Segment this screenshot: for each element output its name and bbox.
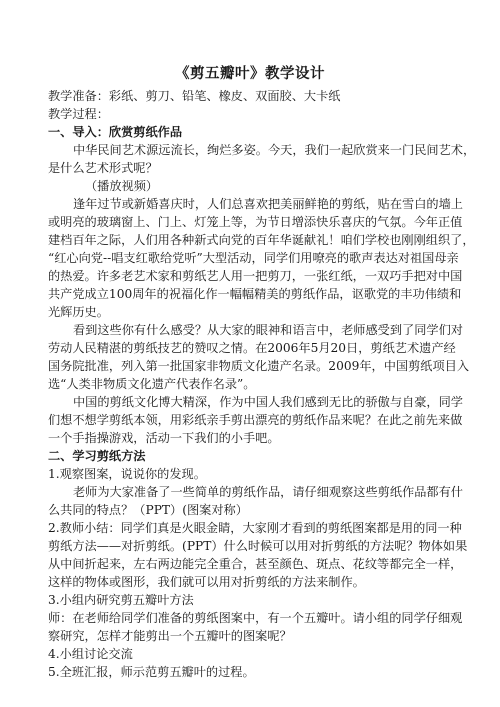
text-line: 们想不想学剪纸本领，用彩纸亲手剪出漂亮的剪纸作品来呢？在此之前先来做 — [48, 413, 463, 427]
text-line: 4.小组讨论交流 — [48, 647, 133, 661]
text-line: 一个手指操游戏，活动一下我们的小手吧。 — [48, 431, 280, 445]
text-line: 逢年过节或新婚喜庆时，人们总喜欢把美丽鲜艳的剪纸，贴在雪白的墙上 — [73, 197, 463, 211]
text-line: （播放视频） — [85, 179, 159, 193]
text-line: 剪纸方法——对折剪纸。(PPT）什么时候可以用对折剪纸的方法呢？物体如果 — [48, 539, 468, 553]
text-line: 么共同的特点？（PPT）(图案对称） — [48, 503, 248, 517]
section-heading: 二、学习剪纸方法 — [48, 449, 146, 463]
section-heading: 一、导入：欣赏剪纸作品 — [48, 125, 183, 139]
text-line: “红心向党--唱支红歌给党听”大型活动，同学们用嘹亮的歌声表达对祖国母亲 — [48, 251, 459, 265]
text-line: 国务院批准，列入第一批国家非物质文化遗产名录。2009年，中国剪纸项目入 — [48, 359, 470, 373]
text-line: 3.小组内研究剪五瓣叶方法 — [48, 593, 194, 607]
text-line: 的热爱。许多老艺术家和剪纸艺人用一把剪刀，一张红纸，一双巧手把对中国 — [48, 269, 463, 283]
text-line: 1.观察图案，说说你的发现。 — [48, 467, 206, 481]
text-line: 中华民间艺术源远流长，绚烂多姿。今天，我们一起欣赏来一门民间艺术， — [73, 143, 476, 157]
text-line: 选“人类非物质文化遗产代表作名录”。 — [48, 377, 256, 391]
text-line: 中国的剪纸文化博大精深，作为中国人我们感到无比的骄傲与自豪，同学 — [73, 395, 463, 409]
text-line: 看到这些你有什么感受？从大家的眼神和语言中，老师感受到了同学们对 — [73, 323, 463, 337]
text-line: 2.教师小结：同学们真是火眼金睛，大家刚才看到的剪纸图案都是用的同一种 — [48, 521, 462, 535]
text-line: 师：在老师给同学们准备的剪纸图案中，有一个五瓣叶。请小组的同学仔细观 — [48, 611, 463, 625]
text-line: 5.全班汇报，师示范剪五瓣叶的过程。 — [48, 665, 255, 679]
text-line: 教学过程： — [48, 107, 109, 121]
text-line: 教学准备：彩纸、剪刀、铅笔、橡皮、双面胶、大卡纸 — [48, 89, 341, 103]
text-line: 共产党成立100周年的祝福化作一幅幅精美的剪纸作品，讴歌党的丰功伟绩和 — [48, 287, 462, 301]
text-line: 这样的物体或图形，我们就可以用对折剪纸的方法来制作。 — [48, 575, 365, 589]
text-line: 是什么艺术形式呢？ — [48, 161, 158, 175]
text-line: 从中间折起来，左右两边能完全重合，甚至颜色、斑点、花纹等都完全一样， — [48, 557, 463, 571]
document-title: 《剪五瓣叶》教学设计 — [175, 65, 325, 82]
text-line: 或明亮的玻璃窗上、门上、灯笼上等，为节日增添快乐喜庆的气氛。今年正值 — [48, 215, 463, 229]
text-line: 老师为大家准备了一些简单的剪纸作品，请仔细观察这些剪纸作品都有什 — [73, 485, 463, 499]
text-line: 光辉历史。 — [48, 305, 109, 319]
text-line: 建档百年之际，人们用各种新式向党的百年华诞献礼！咱们学校也刚刚组织了， — [48, 233, 475, 247]
text-line: 劳动人民精湛的剪纸技艺的赞叹之情。在2006年5月20日，剪纸艺术遗产经 — [48, 341, 456, 355]
text-line: 察研究，怎样才能剪出一个五瓣叶的图案呢？ — [48, 629, 292, 643]
